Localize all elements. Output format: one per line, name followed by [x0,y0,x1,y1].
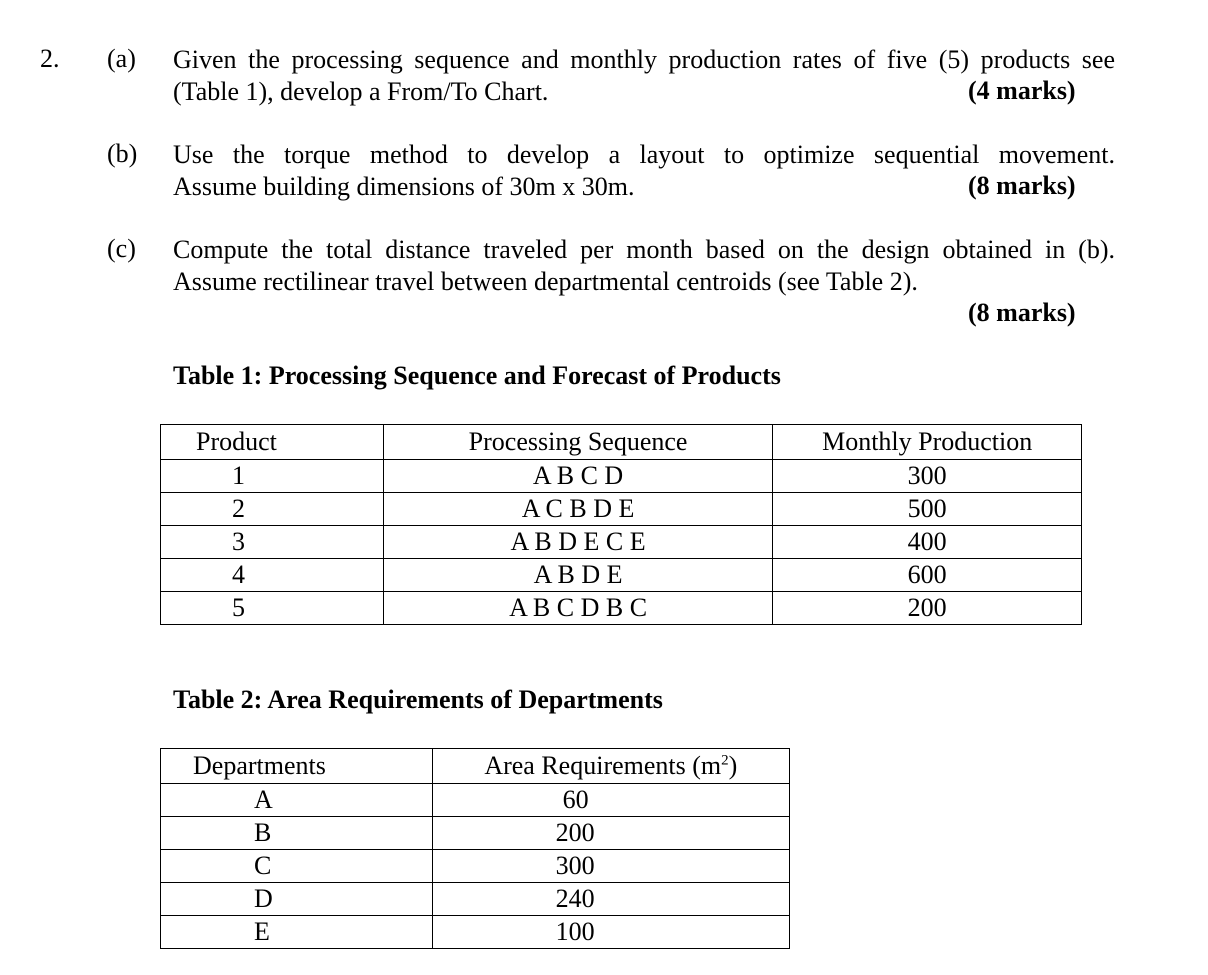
table2-header-departments: Departments [161,749,433,784]
table1-product-cell: 2 [161,493,384,526]
part-c-line-2: Assume rectilinear travel between departmental centroids (see Table 2). [173,267,918,296]
table-row [161,883,790,916]
table1-sequence-cell: A C B D E [383,493,773,526]
table2-area-cell: 240 [432,883,789,916]
table2-department-cell: B [161,817,433,850]
table2-department-cell: D [161,883,433,916]
table-row [161,526,1082,559]
table-row [161,850,790,883]
part-b-line-1: Use the torque method to develop a layout to optimize sequential movement. [173,140,1115,169]
table2-header-area-close: ) [728,751,738,780]
table1-header-sequence: Processing Sequence [383,425,773,460]
table1-header-product: Product [161,425,384,460]
table1-header-row [161,425,1082,460]
question-number: 2. [40,44,60,73]
part-a-line-2: (Table 1), develop a From/To Chart. [173,77,549,106]
table-row [161,784,790,817]
table2-department-cell: A [161,784,433,817]
part-b-label: (b) [107,139,138,168]
part-c-marks: (8 marks) [968,298,1076,327]
table1-header-production: Monthly Production [773,425,1082,460]
table2-header-area [432,749,789,784]
part-c-line-1: Compute the total distance traveled per month based on the design obtained in (b). [173,235,1115,264]
table2-area-cell: 100 [432,916,789,949]
table-row [161,559,1082,592]
table2-area-cell: 60 [432,784,789,817]
part-a-label: (a) [107,44,136,73]
table-row [161,592,1082,625]
table1-sequence-cell: A B C D B C [383,592,773,625]
part-a-line-1: Given the processing sequence and monthly production rates of five (5) products see [173,45,1115,74]
part-b-marks: (8 marks) [968,171,1076,200]
table-row [161,460,1082,493]
table1-title: Table 1: Processing Sequence and Forecast of Products [173,361,781,390]
table2-area-cell: 200 [432,817,789,850]
table1-sequence-cell: A B D E C E [383,526,773,559]
table1-production-cell: 200 [773,592,1082,625]
table2-header-area-text: Area Requirements (m [484,751,722,780]
table1-production-cell: 500 [773,493,1082,526]
table2-department-cell: C [161,850,433,883]
part-b-line-2: Assume building dimensions of 30m x 30m. [173,172,635,201]
table1-sequence-cell: A B D E [383,559,773,592]
part-a-marks: (4 marks) [968,76,1076,105]
part-c-label: (c) [107,234,136,263]
table1-production-cell: 600 [773,559,1082,592]
table1-sequence-cell: A B C D [383,460,773,493]
table1-product-cell: 4 [161,559,384,592]
table2-header-area-exponent: 2 [721,752,729,769]
table2 [160,748,790,949]
table1-production-cell: 400 [773,526,1082,559]
table1 [160,424,1082,625]
table1-product-cell: 5 [161,592,384,625]
table2-area-cell: 300 [432,850,789,883]
table-row [161,916,790,949]
table-row [161,493,1082,526]
table-row [161,817,790,850]
table1-product-cell: 1 [161,460,384,493]
table2-title: Table 2: Area Requirements of Departments [173,685,663,714]
table2-header-row [161,749,790,784]
table1-product-cell: 3 [161,526,384,559]
table1-production-cell: 300 [773,460,1082,493]
table2-department-cell: E [161,916,433,949]
